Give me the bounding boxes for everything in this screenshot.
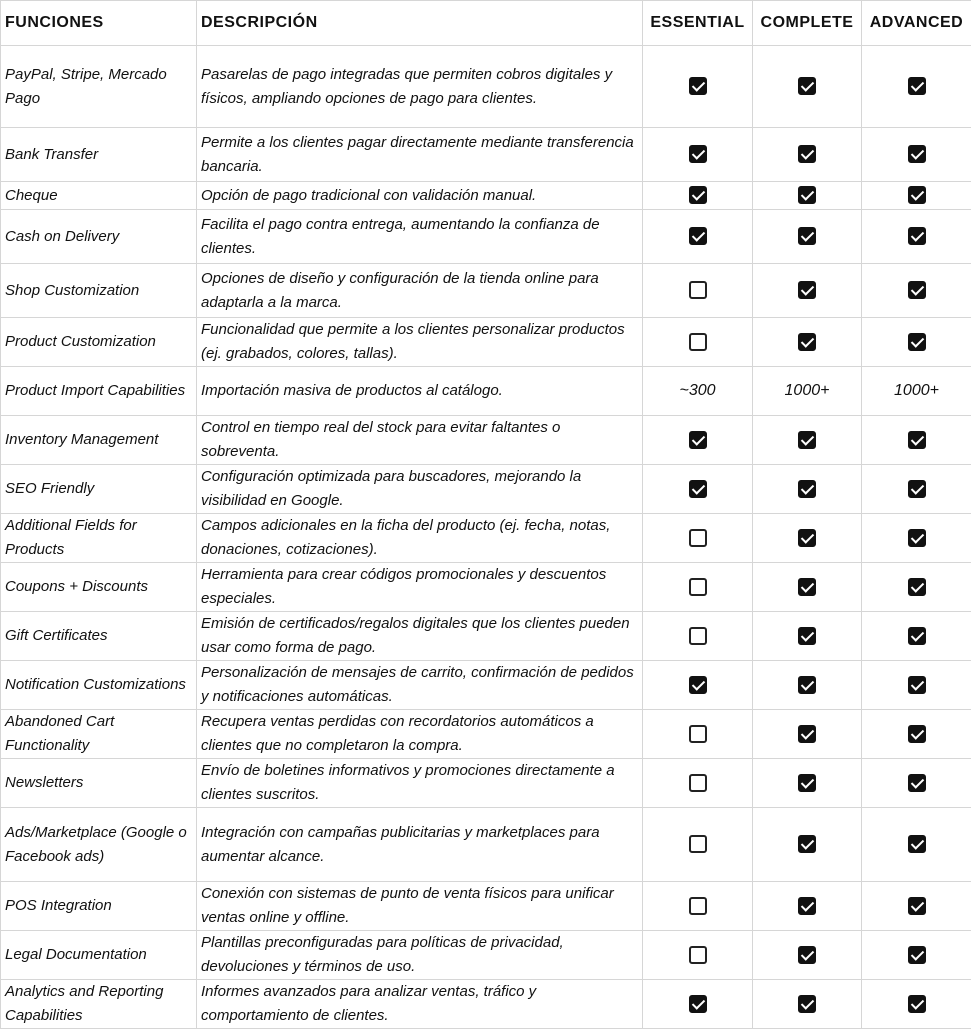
advanced-cell [862, 264, 971, 318]
feature-name: Additional Fields for Products [1, 514, 197, 563]
feature-name: Gift Certificates [1, 612, 197, 661]
essential-cell [643, 661, 753, 710]
table-row [1, 759, 971, 808]
complete-cell [753, 612, 862, 661]
feature-description: Opción de pago tradicional con validación manual. [197, 182, 643, 210]
complete-cell [753, 182, 862, 210]
checked-checkbox-icon [908, 431, 926, 449]
checked-checkbox-icon [798, 281, 816, 299]
complete-cell [753, 661, 862, 710]
essential-cell [643, 563, 753, 612]
complete-cell [753, 710, 862, 759]
feature-description: Configuración optimizada para buscadores, mejorando la visibilidad en Google. [197, 465, 643, 514]
checked-checkbox-icon [798, 946, 816, 964]
essential-cell [643, 710, 753, 759]
checked-checkbox-icon [798, 77, 816, 95]
table-row [1, 563, 971, 612]
essential-cell [643, 808, 753, 882]
checked-checkbox-icon [798, 676, 816, 694]
checked-checkbox-icon [908, 281, 926, 299]
advanced-cell [862, 980, 971, 1029]
checked-checkbox-icon [798, 186, 816, 204]
plan-value: ~300 [679, 382, 715, 399]
unchecked-checkbox-icon [689, 835, 707, 853]
checked-checkbox-icon [908, 946, 926, 964]
essential-cell [643, 465, 753, 514]
checked-checkbox-icon [798, 333, 816, 351]
checked-checkbox-icon [908, 897, 926, 915]
unchecked-checkbox-icon [689, 529, 707, 547]
complete-cell [753, 980, 862, 1029]
essential-cell [643, 264, 753, 318]
feature-name: Legal Documentation [1, 931, 197, 980]
complete-cell [753, 882, 862, 931]
complete-cell [753, 931, 862, 980]
feature-description: Importación masiva de productos al catálogo. [197, 367, 643, 416]
advanced-cell [862, 882, 971, 931]
feature-name: Newsletters [1, 759, 197, 808]
feature-description: Opciones de diseño y configuración de la tienda online para adaptarla a la marca. [197, 264, 643, 318]
advanced-cell [862, 710, 971, 759]
checked-checkbox-icon [689, 186, 707, 204]
unchecked-checkbox-icon [689, 627, 707, 645]
checked-checkbox-icon [908, 995, 926, 1013]
essential-cell [643, 128, 753, 182]
feature-description: Recupera ventas perdidas con recordatorios automáticos a clientes que no completaron la compra. [197, 710, 643, 759]
table-row [1, 980, 971, 1029]
feature-name: Ads/Marketplace (Google o Facebook ads) [1, 808, 197, 882]
advanced-cell [862, 416, 971, 465]
checked-checkbox-icon [908, 676, 926, 694]
table-row [1, 318, 971, 367]
checked-checkbox-icon [798, 480, 816, 498]
plan-value: 1000+ [785, 382, 830, 399]
checked-checkbox-icon [689, 145, 707, 163]
checked-checkbox-icon [908, 835, 926, 853]
essential-cell [643, 318, 753, 367]
complete-cell [753, 416, 862, 465]
advanced-cell [862, 318, 971, 367]
essential-cell [643, 980, 753, 1029]
essential-cell [643, 759, 753, 808]
essential-cell [643, 367, 753, 416]
advanced-cell [862, 210, 971, 264]
header-advanced: ADVANCED [862, 1, 971, 46]
feature-name: Product Import Capabilities [1, 367, 197, 416]
checked-checkbox-icon [908, 578, 926, 596]
feature-name: Notification Customizations [1, 661, 197, 710]
checked-checkbox-icon [908, 774, 926, 792]
unchecked-checkbox-icon [689, 725, 707, 743]
feature-description: Control en tiempo real del stock para evitar faltantes o sobreventa. [197, 416, 643, 465]
essential-cell [643, 882, 753, 931]
advanced-cell [862, 931, 971, 980]
checked-checkbox-icon [798, 145, 816, 163]
essential-cell [643, 612, 753, 661]
feature-name: Bank Transfer [1, 128, 197, 182]
checked-checkbox-icon [798, 529, 816, 547]
unchecked-checkbox-icon [689, 897, 707, 915]
unchecked-checkbox-icon [689, 281, 707, 299]
checked-checkbox-icon [798, 227, 816, 245]
feature-name: Abandoned Cart Functionality [1, 710, 197, 759]
advanced-cell [862, 612, 971, 661]
essential-cell [643, 514, 753, 563]
checked-checkbox-icon [798, 431, 816, 449]
complete-cell [753, 264, 862, 318]
table-row [1, 210, 971, 264]
feature-name: Cash on Delivery [1, 210, 197, 264]
essential-cell [643, 182, 753, 210]
checked-checkbox-icon [908, 725, 926, 743]
checked-checkbox-icon [798, 725, 816, 743]
essential-cell [643, 46, 753, 128]
checked-checkbox-icon [689, 676, 707, 694]
complete-cell [753, 759, 862, 808]
table-body [1, 46, 971, 1029]
unchecked-checkbox-icon [689, 946, 707, 964]
feature-description: Pasarelas de pago integradas que permiten cobros digitales y físicos, ampliando opciones de pago para clientes. [197, 46, 643, 128]
checked-checkbox-icon [798, 578, 816, 596]
checked-checkbox-icon [798, 897, 816, 915]
checked-checkbox-icon [689, 431, 707, 449]
checked-checkbox-icon [908, 186, 926, 204]
checked-checkbox-icon [908, 77, 926, 95]
advanced-cell [862, 128, 971, 182]
checked-checkbox-icon [798, 774, 816, 792]
complete-cell [753, 367, 862, 416]
checked-checkbox-icon [798, 835, 816, 853]
table-row [1, 264, 971, 318]
table-row [1, 465, 971, 514]
checked-checkbox-icon [908, 145, 926, 163]
feature-name: Coupons + Discounts [1, 563, 197, 612]
feature-description: Campos adicionales en la ficha del producto (ej. fecha, notas, donaciones, cotizaciones). [197, 514, 643, 563]
feature-description: Envío de boletines informativos y promociones directamente a clientes suscritos. [197, 759, 643, 808]
feature-description: Informes avanzados para analizar ventas, tráfico y comportamiento de clientes. [197, 980, 643, 1029]
table-row [1, 808, 971, 882]
feature-description: Personalización de mensajes de carrito, confirmación de pedidos y notificaciones automáticas. [197, 661, 643, 710]
checked-checkbox-icon [689, 227, 707, 245]
checked-checkbox-icon [908, 529, 926, 547]
table-row [1, 612, 971, 661]
feature-name: Product Customization [1, 318, 197, 367]
table-row [1, 416, 971, 465]
advanced-cell [862, 465, 971, 514]
complete-cell [753, 128, 862, 182]
feature-description: Facilita el pago contra entrega, aumentando la confianza de clientes. [197, 210, 643, 264]
complete-cell [753, 318, 862, 367]
feature-description: Permite a los clientes pagar directamente mediante transferencia bancaria. [197, 128, 643, 182]
feature-name: Shop Customization [1, 264, 197, 318]
checked-checkbox-icon [798, 627, 816, 645]
unchecked-checkbox-icon [689, 333, 707, 351]
checked-checkbox-icon [689, 995, 707, 1013]
checked-checkbox-icon [798, 995, 816, 1013]
feature-description: Plantillas preconfiguradas para políticas de privacidad, devoluciones y términos de uso. [197, 931, 643, 980]
feature-description: Funcionalidad que permite a los clientes personalizar productos (ej. grabados, colores, tallas). [197, 318, 643, 367]
feature-name: Cheque [1, 182, 197, 210]
essential-cell [643, 210, 753, 264]
table-row [1, 710, 971, 759]
feature-name: POS Integration [1, 882, 197, 931]
unchecked-checkbox-icon [689, 774, 707, 792]
header-complete: COMPLETE [753, 1, 862, 46]
feature-description: Integración con campañas publicitarias y marketplaces para aumentar alcance. [197, 808, 643, 882]
feature-description: Emisión de certificados/regalos digitales que los clientes pueden usar como forma de pago. [197, 612, 643, 661]
header-essential: ESSENTIAL [643, 1, 753, 46]
table-row [1, 182, 971, 210]
essential-cell [643, 416, 753, 465]
advanced-cell [862, 661, 971, 710]
complete-cell [753, 808, 862, 882]
complete-cell [753, 210, 862, 264]
essential-cell [643, 931, 753, 980]
advanced-cell [862, 514, 971, 563]
feature-name: Inventory Management [1, 416, 197, 465]
table-row [1, 367, 971, 416]
advanced-cell [862, 46, 971, 128]
complete-cell [753, 465, 862, 514]
header-description: DESCRIPCIÓN [197, 1, 643, 46]
unchecked-checkbox-icon [689, 578, 707, 596]
checked-checkbox-icon [908, 480, 926, 498]
complete-cell [753, 46, 862, 128]
complete-cell [753, 514, 862, 563]
advanced-cell [862, 563, 971, 612]
advanced-cell [862, 182, 971, 210]
table-row [1, 514, 971, 563]
table-row [1, 882, 971, 931]
advanced-cell [862, 759, 971, 808]
complete-cell [753, 563, 862, 612]
feature-name: PayPal, Stripe, Mercado Pago [1, 46, 197, 128]
advanced-cell [862, 808, 971, 882]
header-row [1, 1, 971, 46]
checked-checkbox-icon [908, 227, 926, 245]
feature-name: Analytics and Reporting Capabilities [1, 980, 197, 1029]
feature-name: SEO Friendly [1, 465, 197, 514]
table-row [1, 128, 971, 182]
advanced-cell [862, 367, 971, 416]
header-features: FUNCIONES [1, 1, 197, 46]
plan-value: 1000+ [894, 382, 939, 399]
checked-checkbox-icon [908, 333, 926, 351]
checked-checkbox-icon [908, 627, 926, 645]
feature-description: Conexión con sistemas de punto de venta físicos para unificar ventas online y offline. [197, 882, 643, 931]
checked-checkbox-icon [689, 77, 707, 95]
table-row [1, 46, 971, 128]
table-row [1, 931, 971, 980]
table-row [1, 661, 971, 710]
checked-checkbox-icon [689, 480, 707, 498]
feature-description: Herramienta para crear códigos promocionales y descuentos especiales. [197, 563, 643, 612]
